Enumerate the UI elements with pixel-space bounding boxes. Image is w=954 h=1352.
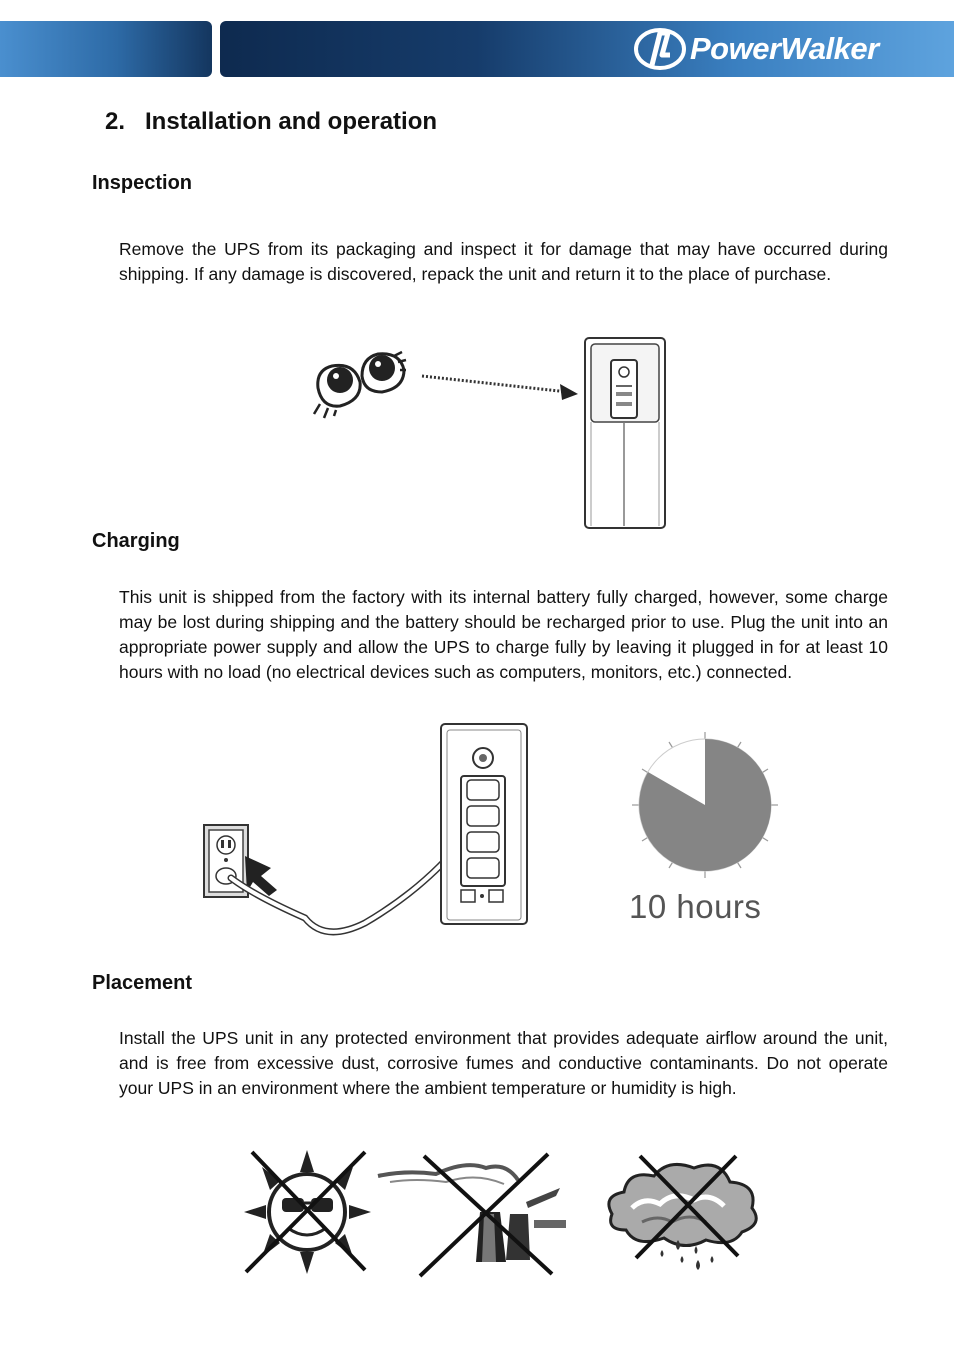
no-sun-icon bbox=[240, 1148, 375, 1276]
arrow-head bbox=[560, 384, 578, 400]
charging-heading: Charging bbox=[92, 530, 180, 552]
placement-text: Install the UPS unit in any protected environment that provides adequate airflow around the unit, and is free from excessive dust, corrosive fumes and conductive contaminants. Do not operate your UPS in an environment where the ambient temperature or humidity is high. bbox=[119, 1028, 888, 1098]
ups-back-icon bbox=[441, 724, 527, 924]
powerwalker-logo bbox=[632, 25, 942, 73]
section-title bbox=[105, 108, 437, 136]
brand-name: PowerWalker bbox=[690, 31, 879, 66]
powerwalker-logo-icon bbox=[632, 25, 688, 73]
placement-heading: Placement bbox=[92, 972, 193, 994]
header-banner bbox=[0, 21, 954, 78]
sight-line bbox=[422, 376, 568, 392]
section-title-text: Installation and operation bbox=[145, 108, 438, 135]
clock-icon bbox=[630, 730, 780, 880]
charging-figure bbox=[195, 718, 540, 948]
charging-text: This unit is shipped from the factory with its internal battery fully charged, however, some charge may be lost during shipping and the battery should be recharged prior to use. Plug the unit into an appropriate power supply and allow the UPS to charge fully by leaving it plugged in for at least 10 hours with no load (no electrical devices such as computers, monitors, etc.) connected. bbox=[119, 587, 888, 682]
ups-front-icon bbox=[585, 338, 665, 528]
inspection-heading: Inspection bbox=[92, 172, 193, 194]
clock-label: 10 hours bbox=[629, 888, 762, 925]
inspection-figure bbox=[310, 330, 680, 535]
section-number: 2. bbox=[105, 108, 126, 135]
no-rain-icon bbox=[602, 1152, 768, 1272]
banner-left-segment bbox=[0, 21, 212, 77]
no-fumes-icon bbox=[376, 1152, 568, 1278]
inspection-text: Remove the UPS from its packaging and inspect it for damage that may have occurred during shipping. If any damage is discovered, repack the unit and return it to the place of purchase. bbox=[119, 239, 888, 284]
eyes-icon bbox=[314, 352, 406, 418]
